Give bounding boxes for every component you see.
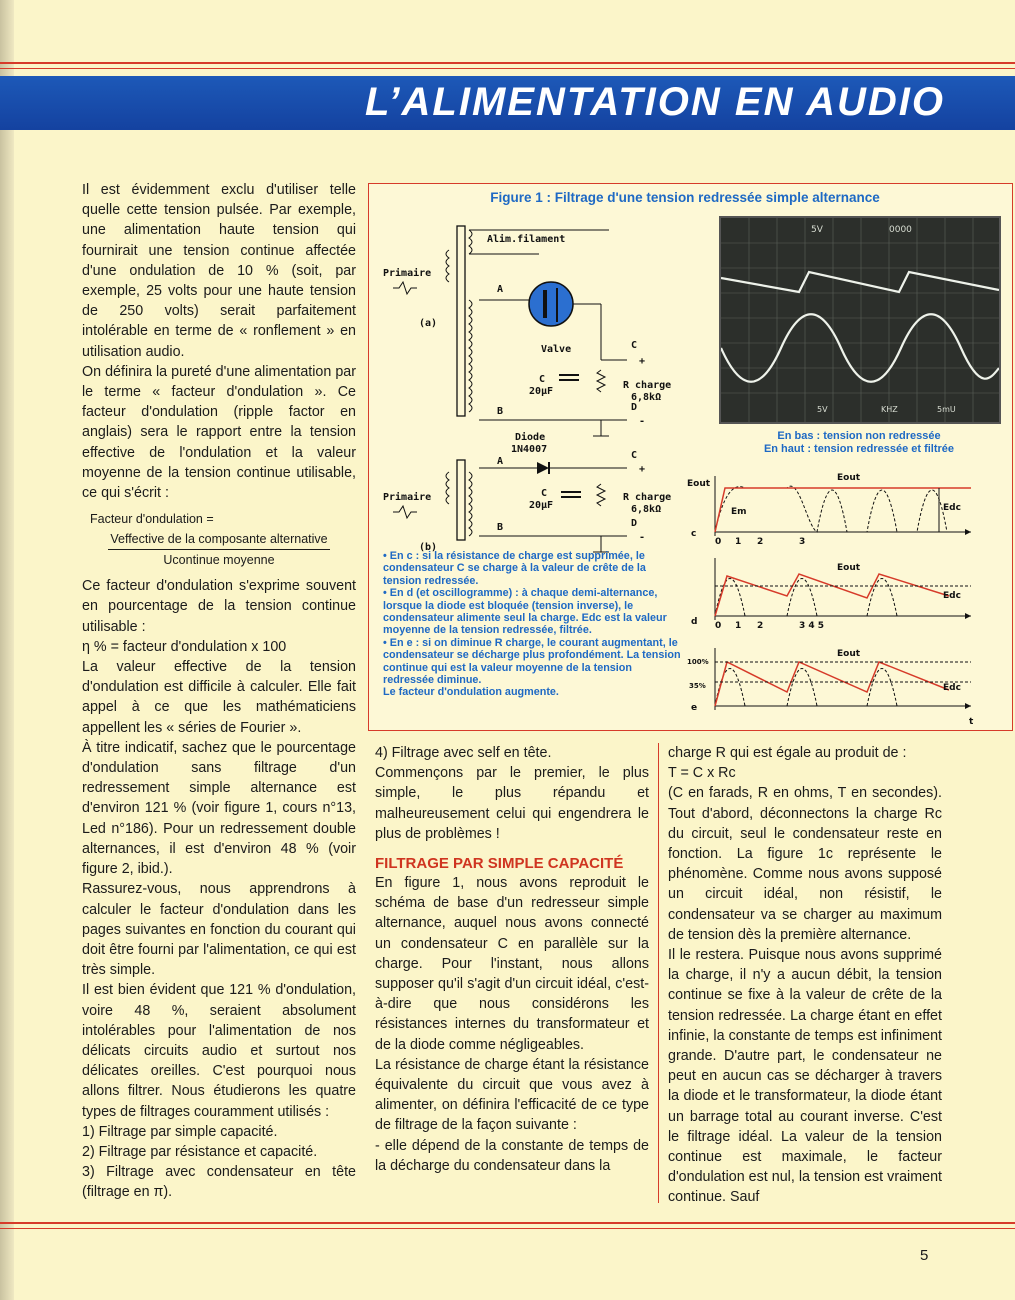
node-d-lower: D (631, 518, 638, 529)
paragraph: Il le restera. Puisque nous avons supprimé la charge, il n'y a aucun débit, la tension continue se fixe à la valeur de crête de la tension redressée. La charge étant en effet infinie, la constante de temps est infiniment grande. D'autre part, le condensateur ne peut en aucun cas se décharger à travers la diode et le transformateur, la diode étant un barrage total au courant inverse. C'est le filtrage idéal. La valeur de la tension continue est maximale, le facteur d'ondulation est nul, la tension est vraiment continue. Sauf (668, 947, 942, 1206)
list-item: 4) Filtrage avec self en tête. (375, 745, 552, 761)
ripple-formula (82, 509, 356, 570)
eout-trace-label-c: Eout (837, 473, 861, 483)
paragraph: - elle dépend de la constante de temps de la décharge du condensateur dans la (375, 1137, 649, 1174)
section-title: FILTRAGE PAR SIMPLE CAPACITÉ (375, 855, 624, 873)
figure-title: Figure 1 : Filtrage d'une tension redressée simple alternance (490, 190, 880, 205)
list-item: 1) Filtrage par simple capacité. (82, 1123, 278, 1140)
figure-caption (383, 550, 681, 699)
tick-d-3: 3 4 5 (799, 621, 825, 631)
paragraph: En figure 1, nous avons reproduit le schéma de base d'un redresseur simple alternance, auquel nous avons connecté un condensateur C en parallèle sur la charge. Pour l'instant, nous allons supposer qu'il s'agit d'un circuit idéal, c'est-à-dire que nous considérons les résistances internes du transformateur et de la diode comme négligeables. (375, 875, 649, 1053)
figure-1-box (368, 183, 1013, 731)
cap-c-upper: C (539, 374, 546, 385)
paragraph: Rassurez-vous, nous apprendrons à calculer le facteur d'ondulation dans les pages suivantes en fonction du courant qui doit être fourni par l'alimentation, ce qui est très simple. (82, 881, 356, 979)
scope-caption-line: En haut : tension redressée et filtrée (763, 443, 955, 455)
primaire-a-label: Primaire (383, 268, 432, 279)
circuit-schematic (369, 210, 714, 570)
label-a: (a) (419, 318, 438, 329)
eout-trace-label-e: Eout (837, 649, 861, 659)
label-b: (b) (419, 542, 438, 553)
scope-caption-line: En bas : tension non redressée (777, 430, 941, 442)
primaire-b-label: Primaire (383, 492, 432, 503)
rcharge-lower: R charge (623, 492, 672, 503)
minus-upper: - (639, 416, 646, 427)
oscilloscope-image (719, 216, 1001, 424)
cap-c-lower: C (541, 488, 548, 499)
paragraph: La valeur effective de la tension d'ondulation est difficile à calculer. Elle fait appel à ce que les mathématiciens appellent les « séries de Fourier ». (82, 659, 356, 736)
valve-tube-icon (529, 282, 573, 326)
minus-lower: - (639, 532, 646, 543)
tick-d-2: 2 (757, 621, 764, 631)
tick-d-0: 0 (715, 621, 722, 631)
row-e-label: e (691, 703, 698, 713)
tick-c-1: 1 (735, 537, 742, 547)
eout-label-c: Eout (687, 479, 711, 489)
plus-lower: + (639, 464, 646, 475)
diode-icon (537, 462, 549, 474)
diode-ref-label: 1N4007 (511, 444, 548, 455)
column-2 (375, 743, 649, 1176)
caption-line: • En c : si la résistance de charge est supprimée, le condensateur C se charge à la valeur de crête de la tension redressée. (383, 550, 646, 587)
top-rule-thin (0, 68, 1015, 69)
em-label: Em (731, 507, 747, 517)
paragraph: (C en farads, R en ohms, T en secondes). Tout d'abord, déconnectons la charge Rc du circuit, seul le condensateur reste en fonction. La figure 1c représente le phénomène. Comme nous avons supposé un circuit idéal, non résistif, le condensateur va se charger au maximum de tension dès la première alternance. (668, 785, 942, 943)
paragraph: Commençons par le premier, le plus simple, le plus répandu et malheureusement celui qui engendrera le plus de problèmes ! (375, 765, 649, 842)
alim-filament-label: Alim.filament (487, 234, 566, 245)
waveform-graphs (687, 466, 987, 728)
node-c-lower: C (631, 450, 638, 461)
diode-label: Diode (515, 432, 546, 443)
node-d-upper: D (631, 402, 638, 413)
caption-line: • En d (et oscillogramme) : à chaque demi-alternance, lorsque la diode est bloquée (tension inverse), le condensateur alimente seul la charge. Edc est la valeur moyenne de la tension redressée, filtrée. (383, 587, 667, 637)
edc-label-e: Edc (943, 683, 961, 693)
scope-label: 5V (811, 225, 823, 235)
row-c-label: c (691, 529, 697, 539)
cap-value-upper: 20µF (529, 386, 554, 397)
page-number: 5 (920, 1247, 929, 1264)
tick-c-3: 3 (799, 537, 806, 547)
bottom-rule-thin (0, 1228, 1015, 1229)
paragraph: T = C x Rc (668, 765, 736, 782)
tick-c-0: 0 (715, 537, 722, 547)
formula-label: Facteur d'ondulation = (90, 512, 214, 527)
column-3 (668, 743, 942, 1208)
pct100-label: 100% (687, 658, 709, 666)
top-rule (0, 62, 1015, 64)
page-title: L’ALIMENTATION EN AUDIO (364, 80, 945, 124)
node-a-upper: A (497, 284, 504, 295)
node-a-lower: A (497, 456, 504, 467)
caption-line: • En e : si on diminue R charge, le courant augmentant, le condensateur se décharge plus profondément. La tension continue qui est la valeur moyenne de la tension redressée diminue. (383, 636, 681, 687)
paragraph: La résistance de charge étant la résistance équivalente du circuit que vous avez à alimenter, on définira l'efficacité de ce type de filtrage de la façon suivante : (375, 1056, 649, 1134)
node-b-upper: B (497, 406, 504, 417)
tick-c-2: 2 (757, 537, 764, 547)
column-1 (82, 180, 356, 1203)
paragraph: Il est évidemment exclu d'utiliser telle quelle cette tension pulsée. Par exemple, une alimentation haute tension qui fournirait une tension continue affectée d'une ondulation de 10 % (soit, par exemple, 25 volts pour une haute tension de 250 volts) serait parfaitement intolérable en terme de « ronflement » en utilisation audio. (82, 182, 356, 360)
paragraph: η % = facteur d'ondulation x 100 (82, 638, 287, 655)
scope-label: 0000 (889, 225, 912, 235)
oscilloscope-trace (721, 218, 999, 422)
formula-numerator: Veffective de la composante alternative (108, 529, 329, 550)
page-gutter-shadow (0, 0, 14, 1300)
paragraph: Il est bien évident que 121 % d'ondulation, voire 48 %, seraient absolument intolérables pour l'alimentation de nos délicats circuits audio et surtout nos délicates oreilles. C'est pourquoi nous allons filtrer. Nous étudierons les quatre types de filtrages couramment utilisés : (82, 982, 356, 1120)
caption-line: Le facteur d'ondulation augmente. (383, 686, 559, 699)
node-c-upper: C (631, 340, 638, 351)
title-banner (0, 76, 1015, 130)
paragraph: Ce facteur d'ondulation s'exprime souvent en pourcentage de la tension continue utilisable : (82, 578, 356, 635)
list-item: 2) Filtrage par résistance et capacité. (82, 1143, 318, 1160)
scope-label: 5mU (937, 405, 956, 414)
plus-upper: + (639, 356, 646, 367)
list-item: 3) Filtrage avec condensateur en tête (filtrage en π). (82, 1164, 356, 1201)
paragraph: On définira la pureté d'une alimentation par le terme « facteur d'ondulation ». Ce facteur d'ondulation (ripple factor en anglais) sera le rapport entre la tension effective de l'ondulation et la valeur moyenne de la tension continue utilisable, ce qui s'écrit : (82, 363, 356, 502)
t-axis-label: t (969, 717, 974, 727)
paragraph: À titre indicatif, sachez que le pourcentage d'ondulation sans filtrage d'un redressement simple alternance est d'environ 121 % (voir figure 1, cours n°13, Led n°186). Pour un redressement double alternances, il est d'environ 48 % (voir figure 2, ibid.). (82, 739, 356, 878)
edc-label-c: Edc (943, 503, 961, 513)
node-b-lower: B (497, 522, 504, 533)
paragraph: charge R qui est égale au produit de : (668, 745, 907, 761)
column-divider (658, 743, 659, 1203)
rcharge-upper: R charge (623, 380, 672, 391)
bottom-rule (0, 1222, 1015, 1224)
edc-label-d: Edc (943, 591, 961, 601)
pct35-label: 35% (689, 682, 706, 690)
scope-label: 5V (817, 405, 828, 414)
eout-trace-label-d: Eout (837, 563, 861, 573)
formula-denominator: Ucontinue moyenne (163, 553, 275, 568)
rvalue-upper: 6,8kΩ (631, 392, 662, 403)
scope-label: KHZ (881, 405, 898, 414)
row-d-label: d (691, 617, 698, 627)
rvalue-lower: 6,8kΩ (631, 504, 662, 515)
valve-label: Valve (541, 344, 572, 355)
tick-d-1: 1 (735, 621, 742, 631)
cap-value-lower: 20µF (529, 500, 554, 511)
scope-caption (709, 430, 1009, 456)
